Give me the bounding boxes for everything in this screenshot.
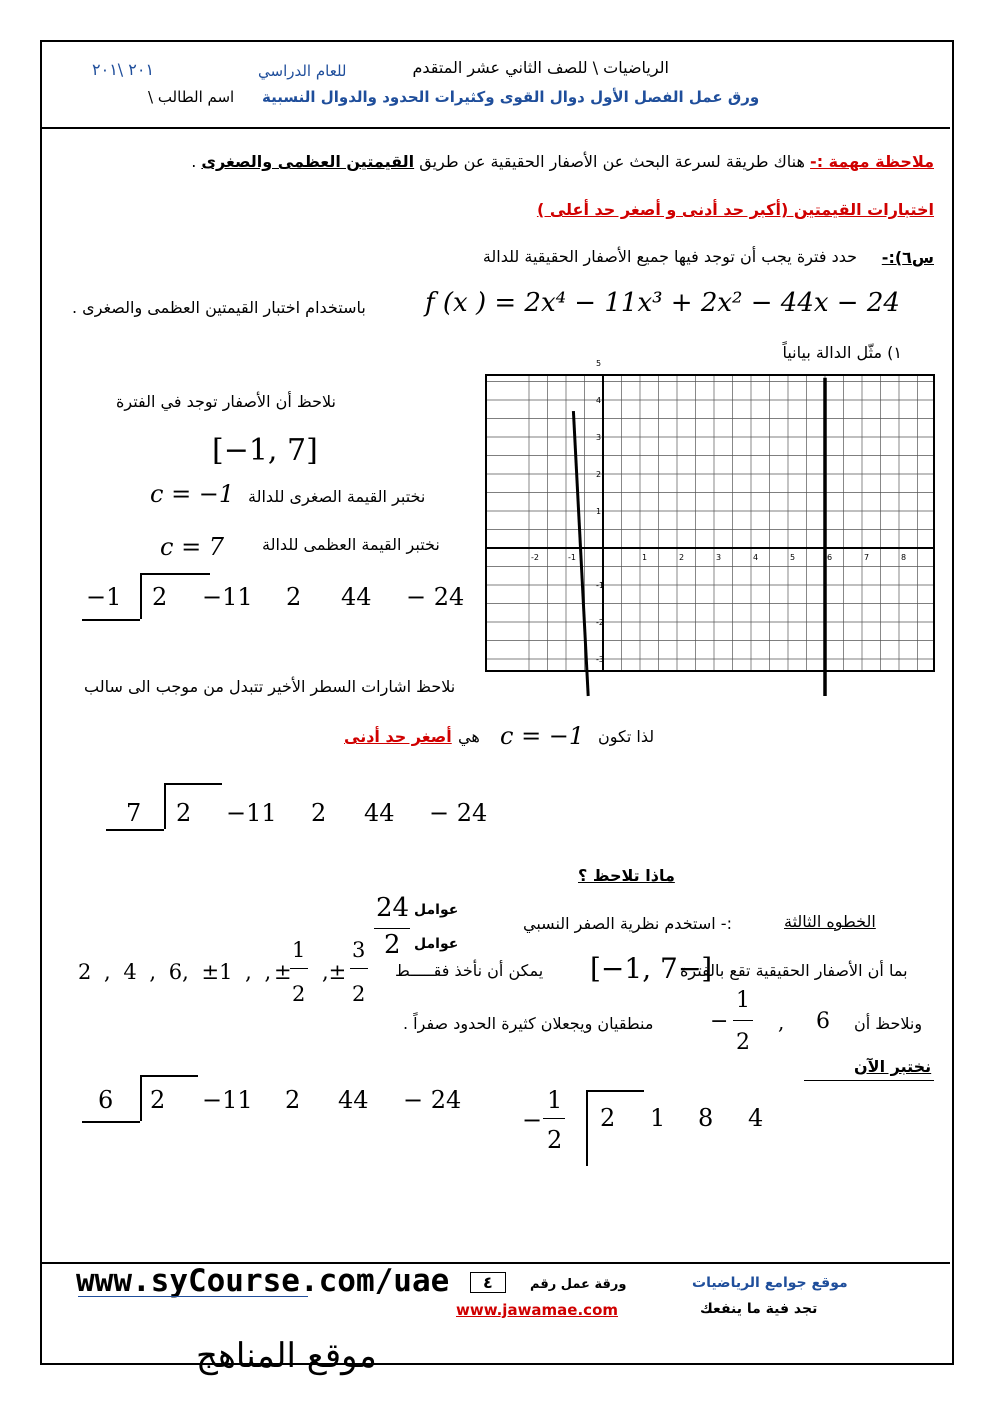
footer-slogan: تجد فية ما ينفعك <box>700 1301 818 1317</box>
div4-sign: − <box>522 1106 543 1134</box>
step3-text: :- استخدم نظرية الصفر النسبي <box>523 914 732 933</box>
header-year-label: للعام الدراسي <box>258 62 347 80</box>
division-bar <box>164 783 166 829</box>
coef: 2 <box>286 583 302 611</box>
test-max-value: c = 7 <box>160 533 225 561</box>
candidate-list: 2 , 4 , 6, ±1 , , <box>78 960 272 984</box>
x-tick-label: -1 <box>568 553 576 562</box>
notice-signs: نلاحظ اشارات السطر الأخير تتبدل من موجب الى سالب <box>84 677 456 696</box>
divisor: 6 <box>98 1086 114 1114</box>
coef: 2 <box>152 583 168 611</box>
frac-bar <box>350 968 368 969</box>
y-tick-label: 4 <box>596 396 602 405</box>
division-top <box>140 573 210 575</box>
factors-denominator: 2 <box>384 930 401 960</box>
y-tick-label: -2 <box>596 618 604 627</box>
division-bar <box>140 1075 142 1121</box>
conclusion-prefix: لذا تكون <box>598 727 655 746</box>
pm-sign: ± <box>274 960 292 984</box>
coef: 2 <box>285 1086 301 1114</box>
frac-bar <box>543 1118 565 1119</box>
coef: 2 <box>176 799 192 827</box>
coef: 44 <box>341 583 372 611</box>
division-top <box>586 1090 644 1092</box>
footer-site-underline <box>78 1296 308 1297</box>
division-under <box>82 1121 140 1123</box>
header-student: اسم الطالب \ <box>148 88 235 106</box>
notice-den: 2 <box>736 1030 750 1055</box>
x-tick-label: 4 <box>753 553 759 562</box>
y-tick-label: -1 <box>596 581 604 590</box>
div4-num: 1 <box>547 1086 563 1114</box>
three-half-num: 3 <box>352 938 366 962</box>
coef: −11 <box>226 799 277 827</box>
factors-numerator: 24 <box>376 893 410 923</box>
conclusion-value: c = −1 <box>500 722 585 750</box>
note-end: . <box>191 152 197 171</box>
factors-bar <box>374 928 410 929</box>
important-note <box>191 152 934 171</box>
division-top <box>140 1075 198 1077</box>
notice-num: 1 <box>736 988 750 1013</box>
notice-interval: نلاحظ أن الأصفار توجد في الفترة <box>116 392 336 411</box>
three-half-den: 2 <box>352 982 366 1006</box>
division-under <box>106 829 164 831</box>
coef: 1 <box>650 1104 666 1132</box>
half-num: 1 <box>292 938 306 962</box>
coef: 44 <box>364 799 395 827</box>
coef: − 24 <box>403 1086 462 1114</box>
test-min-value: c = −1 <box>150 480 235 508</box>
divisor: −1 <box>86 583 122 611</box>
interval-bracket: [−1, 7] <box>212 433 318 468</box>
footer-site-name: موقع جوامع الرياضيات <box>692 1275 848 1291</box>
footer-site-url[interactable]: www.jawamae.com <box>456 1301 619 1319</box>
notice-minus: − <box>710 1009 729 1034</box>
footer-site-left[interactable]: www.syCourse.com/uae <box>76 1263 450 1299</box>
graph-border <box>486 375 934 671</box>
y-tick-label: 3 <box>596 433 602 442</box>
conclusion-middle: هي <box>458 727 480 746</box>
note-text: هناك طريقة لسرعة البحث عن الأصفار الحقيقية عن طريق <box>419 152 805 171</box>
header-title: ورق عمل الفصل الأول دوال القوى وكثيرات الحدود والدوال النسبية <box>262 88 760 106</box>
header-year: ٢٠١ \٢٠١ <box>92 60 155 79</box>
function-graph <box>485 359 935 672</box>
section-title: اختبارات القيمتين (أكبر حد أدنى و أصغر حد أعلى ) <box>536 200 934 219</box>
x-tick-label: 5 <box>790 553 796 562</box>
worksheet-number: ٤ <box>470 1272 506 1293</box>
notice-comma: , <box>778 1010 785 1034</box>
test-max-text: نختبر القيمة العظمى للدالة <box>262 535 440 554</box>
question-text: حدد فترة يجب أن توجد فيها جميع الأصفار الحقيقية للدالة <box>482 247 857 266</box>
x-tick-label: 8 <box>901 553 907 562</box>
coef: −11 <box>202 1086 253 1114</box>
notice-six: 6 <box>816 1009 830 1034</box>
frac-bar <box>290 968 308 969</box>
x-tick-label: 3 <box>716 553 722 562</box>
coef: 8 <box>698 1104 714 1132</box>
since-interval: [−1, 7−] <box>590 952 713 985</box>
x-tick-label: -2 <box>531 553 539 562</box>
pm-sign-2: ,± <box>322 960 347 984</box>
worksheet-label: ورقة عمل رقم <box>530 1277 627 1292</box>
factors-label-bottom: عوامل <box>414 936 459 952</box>
test-min-text: نختبر القيمة الصغرى للدالة <box>248 487 426 506</box>
since-take: يمكن أن نأخذ فقـــــط <box>395 961 544 980</box>
coef: 2 <box>150 1086 166 1114</box>
factors-label-top: عوامل <box>414 902 459 918</box>
question-label: س٦):- <box>881 248 934 267</box>
coef: 2 <box>600 1104 616 1132</box>
step1-label: ١) مثّل الدالة بيانياً <box>782 343 902 362</box>
coef: − 24 <box>406 583 465 611</box>
footer-watermark: موقع المناهج <box>196 1336 377 1376</box>
y-tick-label: -3 <box>596 655 604 664</box>
note-label: ملاحظة مهمة :- <box>810 152 934 171</box>
test-now-underline <box>804 1080 934 1081</box>
coef: 44 <box>338 1086 369 1114</box>
conclusion-highlight: أصغر حد أدنى <box>344 727 452 746</box>
y-tick-label: 2 <box>596 470 602 479</box>
division-bar <box>140 573 142 619</box>
header-subject: الرياضيات \ للصف الثاني عشر المتقدم <box>412 58 669 77</box>
div4-den: 2 <box>547 1126 563 1154</box>
coef: −11 <box>202 583 253 611</box>
step3-label: الخطوه الثالثة <box>784 912 876 931</box>
half-den: 2 <box>292 982 306 1006</box>
coef: 2 <box>311 799 327 827</box>
x-tick-label: 7 <box>864 553 870 562</box>
header-divider <box>42 127 950 129</box>
division-under <box>82 619 140 621</box>
notice-prefix: ونلاحظ أن <box>854 1014 923 1033</box>
division-top <box>164 783 222 785</box>
x-tick-label: 6 <box>827 553 833 562</box>
x-tick-label: 2 <box>679 553 685 562</box>
y-tick-label: 5 <box>596 359 602 368</box>
page-border <box>40 40 954 1365</box>
question-method: باستخدام اختبار القيمتين العظمى والصغرى . <box>72 298 366 317</box>
since-text: بما أن الأصفار الحقيقية تقع بالفترة <box>680 961 908 980</box>
what-notice: ماذا تلاحظ ؟ <box>578 866 675 885</box>
note-emphasis: القيمتين العظمى والصغرى <box>201 152 415 171</box>
test-now: نختبر الآن <box>854 1057 932 1076</box>
notice-text: منطقيان ويجعلان كثيرة الحدود صفراً . <box>403 1014 654 1033</box>
coef: − 24 <box>429 799 488 827</box>
coef: 4 <box>748 1104 764 1132</box>
frac-bar <box>733 1020 753 1021</box>
divisor: 7 <box>126 799 142 827</box>
function-formula: f (x ) = 2x⁴ − 11x³ + 2x² − 44x − 24 <box>425 288 900 318</box>
x-tick-label: 1 <box>642 553 648 562</box>
division-bar <box>586 1090 588 1166</box>
y-tick-label: 1 <box>596 507 602 516</box>
